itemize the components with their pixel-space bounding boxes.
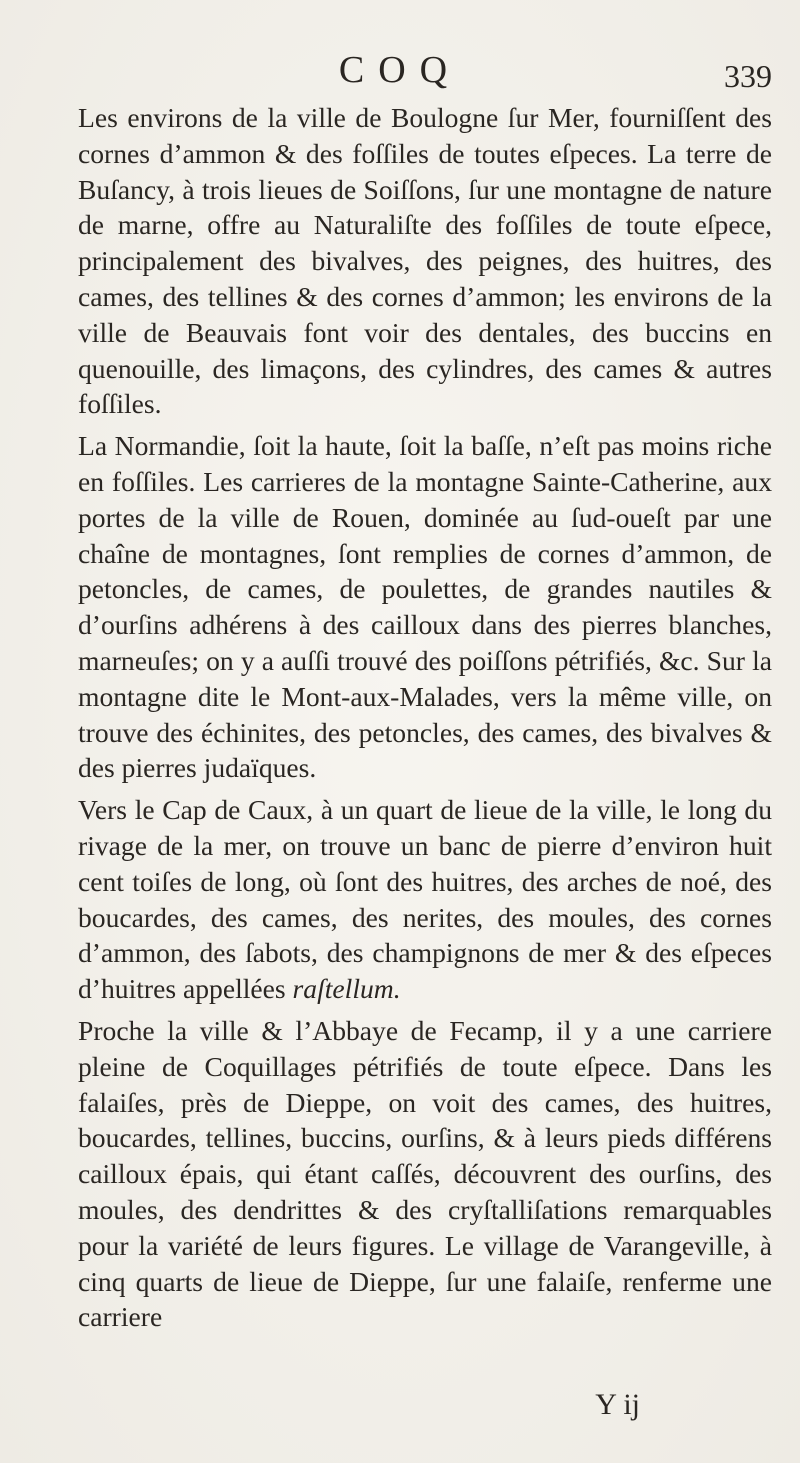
paragraph-text: Les environs de la ville de Boulogne ſur Mer, fourniſſent des cornes d’ammon & des foſſiles de toutes eſpeces. La terre de Buſancy, à trois lieues de Soiſſons, ſur une montagne de nature de marne, offre au Naturaliſte des foſſiles de toute eſpece, principalement des bivalves, des peignes, des huitres, des cames, des tellines & des cornes d’ammon; les environs de la ville de Beauvais font voir des dentales, des buccins en quenouille, des limaçons, des cylindres, des cames & autres foſſiles. [78, 102, 772, 420]
body-text [58, 100, 772, 1335]
page-number: 339 [724, 58, 772, 94]
paragraph-boulogne [58, 100, 772, 422]
running-title: COQ [338, 49, 462, 91]
italic-term: raſtellum. [292, 973, 401, 1005]
paragraph-text: Proche la ville & l’Abbaye de Fecamp, il y a une carriere pleine de Coquillages pétrifiés de toute eſpece. Dans les falaiſes, près de Dieppe, on voit des cames, des huitres, boucardes, tellines, buccins, ourſins, & à leurs pieds différens cailloux épais, qui étant caſſés, découvrent des ourſins, des moules, des dendrittes & des cryſtalliſations remarquables pour la variété de leurs figures. Le village de Varangeville, à cinq quarts de lieue de Dieppe, ſur une falaiſe, renferme une carriere [78, 1014, 772, 1333]
paragraph-cap-de-caux [58, 792, 772, 1007]
signature-mark: Y ij [595, 1388, 640, 1421]
paragraph-fecamp [58, 1013, 772, 1335]
paragraph-normandie [58, 428, 772, 786]
page-header [0, 40, 800, 100]
paragraph-text: La Normandie, ſoit la haute, ſoit la baſſe, n’eſt pas moins riche en foſſiles. Les carrieres de la montagne Sainte-Catherine, aux portes de la ville de Rouen, dominée au ſud-oueſt par une chaîne de montagnes, ſont remplies de cornes d’ammon, de petoncles, de cames, de poulettes, de grandes nautiles & d’ourſins adhérens à des cailloux dans des pierres blanches, marneuſes; on y a auſſi trouvé des poiſſons pétrifiés, &c. Sur la montagne dite le Mont-aux-Malades, vers la même ville, on trouve des échinites, des petoncles, des cames, des bivalves & des pierres judaïques. [78, 430, 772, 784]
paragraph-text: Vers le Cap de Caux, à un quart de lieue de la ville, le long du rivage de la mer, on trouve un banc de pierre d’environ huit cent toiſes de long, où ſont des huitres, des arches de noé, des boucardes, des cames, des nerites, des moules, des cornes d’ammon, des ſabots, des champignons de mer & des eſpeces d’huitres appellées [78, 794, 772, 1005]
